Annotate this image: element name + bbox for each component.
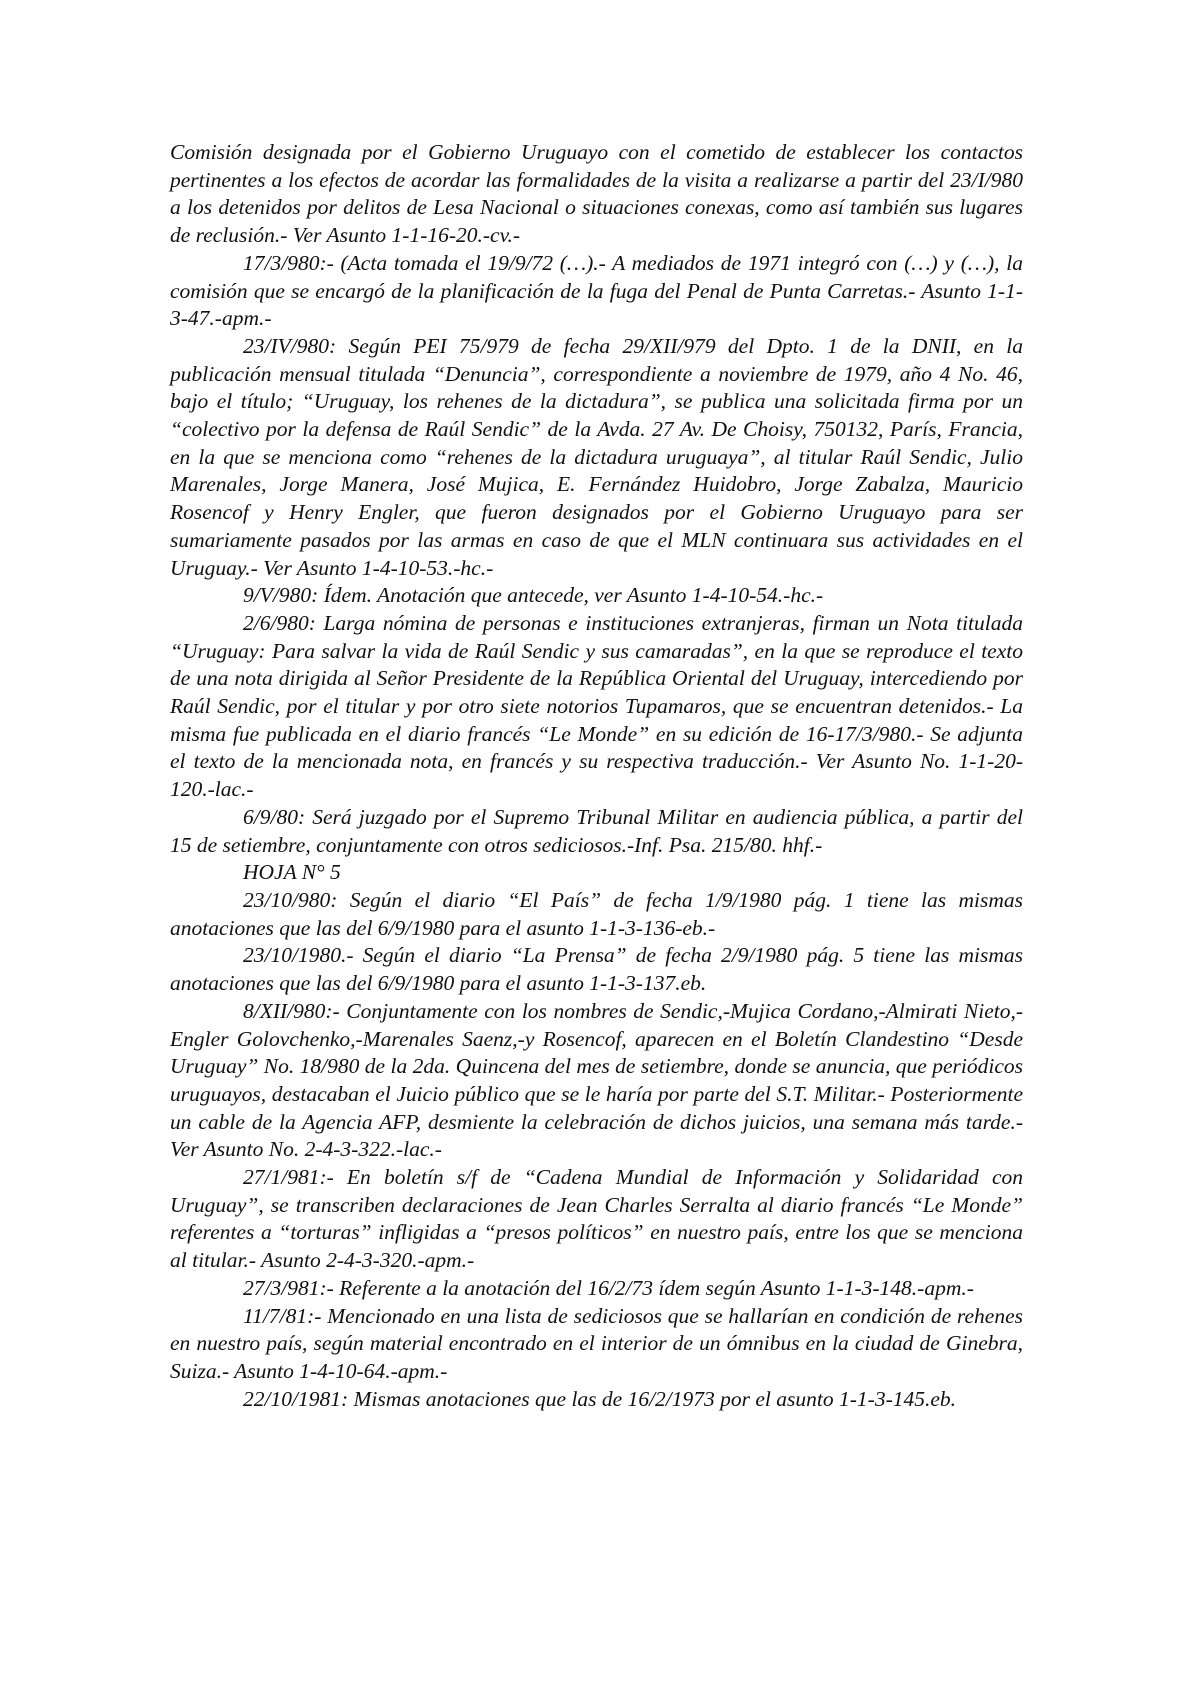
sheet-number-heading: HOJA N° 5 [243, 860, 341, 885]
paragraph-entry: 11/7/81:- Mencionado en una lista de sediciosos que se hallarían en condición de rehenes en nuestro país, según material encontrado en el interior de un ómnibus en la ciudad de Ginebra, Suiza.- Asunto 1-4-10-64.-apm.- [170, 1303, 1023, 1383]
paragraph-entry: 23/IV/980: Según PEI 75/979 de fecha 29/XII/979 del Dpto. 1 de la DNII, en la publicación mensual titulada “Denuncia”, correspondiente a noviembre de 1979, año 4 No. 46, bajo el título; “Uruguay, los rehenes de la dictadura”, se publica una solicitada firma por un “colectivo por la defensa de Raúl Sendic” de la Avda. 27 Av. De Choisy, 750132, París, Francia, en la que se menciona como “rehenes de la dictadura uruguaya”, al titular Raúl Sendic, Julio Marenales, Jorge Manera, José Mujica, E. Fernández Huidobro, Jorge Zabalza, Mauricio Rosencof y Henry Engler, que fueron designados por el Gobierno Uruguayo para ser sumariamente pasados por las armas en caso de que el MLN continuara sus actividades en el Uruguay.- Ver Asunto 1-4-10-53.-hc.- [170, 333, 1023, 580]
paragraph-entry: 22/10/1981: Mismas anotaciones que las de 16/2/1973 por el asunto 1-1-3-145.eb. [243, 1386, 957, 1411]
paragraph-entry: 27/3/981:- Referente a la anotación del 16/2/73 ídem según Asunto 1-1-3-148.-apm.- [243, 1275, 974, 1300]
paragraph-entry: 6/9/80: Será juzgado por el Supremo Tribunal Militar en audiencia pública, a partir del 15 de setiembre, conjuntamente con otros sediciosos.-Inf. Psa. 215/80. hhf.- [170, 804, 1023, 857]
paragraph-entry: 23/10/1980.- Según el diario “La Prensa” de fecha 2/9/1980 pág. 5 tiene las mismas anotaciones que las del 6/9/1980 para el asunto 1-1-3-137.eb. [170, 943, 1023, 996]
paragraph-entry: 17/3/980:- (Acta tomada el 19/9/72 (…).- A mediados de 1971 integró con (…) y (…), la comisión que se encargó de la planificación de la fuga del Penal de Punta Carretas.- Asunto 1-1-3-47.-apm.- [170, 250, 1023, 331]
paragraph-entry: 9/V/980: Ídem. Anotación que antecede, ver Asunto 1-4-10-54.-hc.- [243, 583, 824, 608]
paragraph-entry: 2/6/980: Larga nómina de personas e instituciones extranjeras, firman un Nota titulada “Uruguay: Para salvar la vida de Raúl Sendic y sus camaradas”, en la que se reproduce el texto de una nota dirigida al Señor Presidente de la República Oriental del Uruguay, intercediendo por Raúl Sendic, por el titular y por otro siete notorios Tupamaros, que se encuentran detenidos.- La misma fue publicada en el diario francés “Le Monde” en su edición de 16-17/3/980.- Se adjunta el texto de la mencionada nota, en francés y su respectiva traducción.- Ver Asunto No. 1-1-20-120.-lac.- [170, 610, 1023, 802]
paragraph-entry: 23/10/980: Según el diario “El País” de fecha 1/9/1980 pág. 1 tiene las mismas anotaciones que las del 6/9/1980 para el asunto 1-1-3-136-eb.- [170, 887, 1023, 940]
paragraph-intro: Comisión designada por el Gobierno Uruguayo con el cometido de establecer los contactos pertinentes a los efectos de acordar las formalidades de la visita a realizarse a partir del 23/I/980 a los detenidos por delitos de Lesa Nacional o situaciones conexas, como así también sus lugares de reclusión.- Ver Asunto 1-1-16-20.-cv.- [170, 140, 1023, 248]
paragraph-entry: 27/1/981:- En boletín s/f de “Cadena Mundial de Información y Solidaridad con Uruguay”, se transcriben declaraciones de Jean Charles Serralta al diario francés “Le Monde” referentes a “torturas” infligidas a “presos políticos” en nuestro país, entre los que se menciona al titular.- Asunto 2-4-3-320.-apm.- [170, 1165, 1023, 1273]
paragraph-entry: 8/XII/980:- Conjuntamente con los nombres de Sendic,-Mujica Cordano,-Almirati Nieto,-Engler Golovchenko,-Marenales Saenz,-y Rosencof, aparecen en el Boletín Clandestino “Desde Uruguay” No. 18/980 de la 2da. Quincena del mes de setiembre, donde se anuncia, que periódicos uruguayos, destacaban el Juicio público que se le haría por parte del S.T. Militar.- Posteriormente un cable de la Agencia AFP, desmiente la celebración de dichos juicios, una semana más tarde.- Ver Asunto No. 2-4-3-322.-lac.- [170, 998, 1023, 1162]
document-body [170, 139, 1023, 1413]
